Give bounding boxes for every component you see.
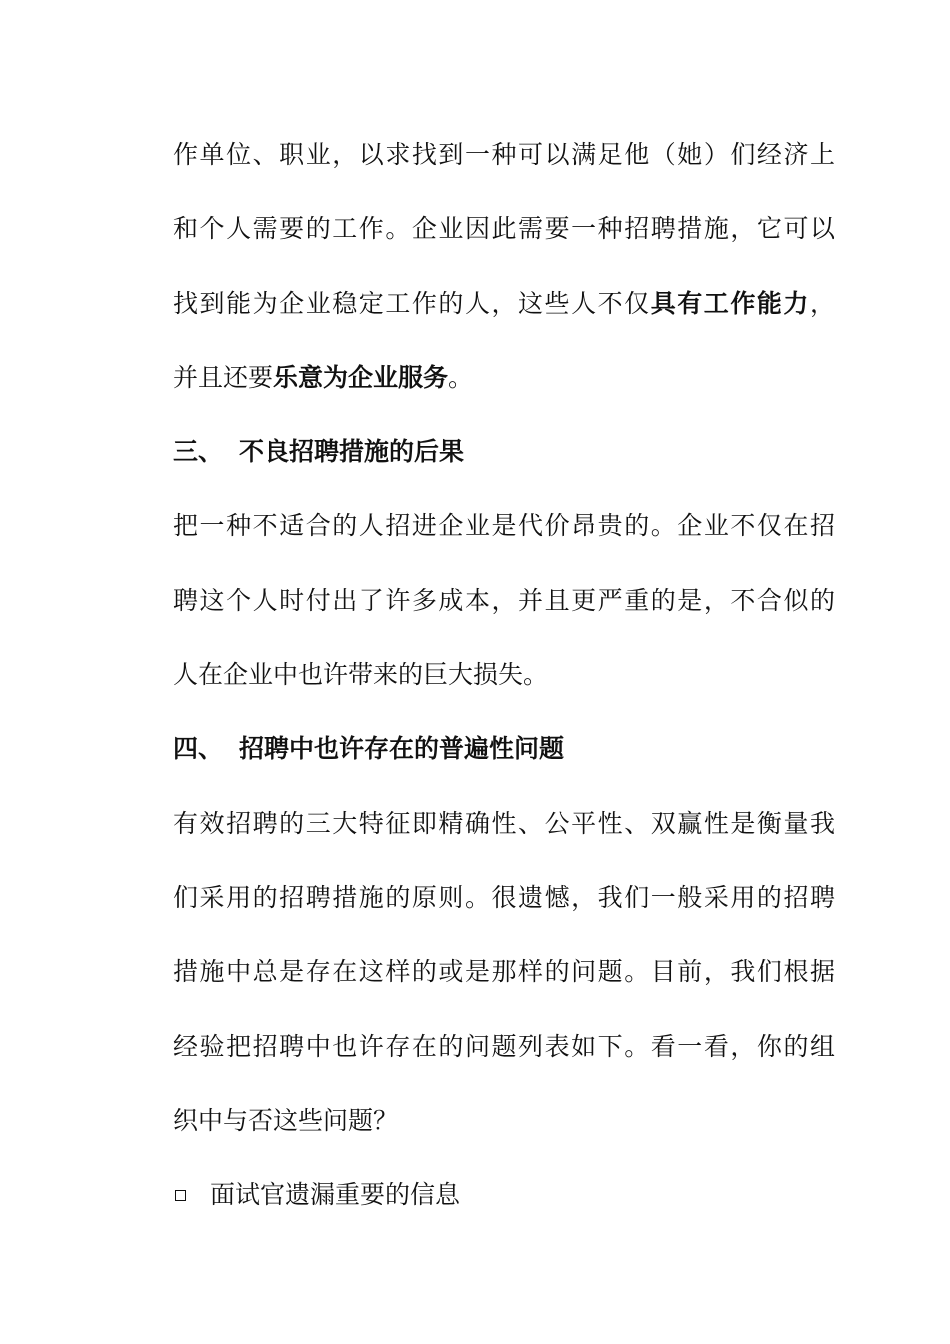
section-title: 不良招聘措施的后果 [239, 437, 465, 467]
text-run: 。 [448, 362, 474, 392]
section-title: 招聘中也许存在的普遍性问题 [239, 734, 565, 764]
paragraph-line: 措施中总是存在这样的或是那样的问题。目前，我们根据 [173, 957, 835, 987]
paragraph-line [173, 341, 835, 415]
paragraph-line [173, 267, 835, 341]
paragraph-line: 和个人需要的工作。企业因此需要一种招聘措施，它可以 [173, 214, 835, 244]
section-number: 四、 [173, 734, 224, 764]
text-run: 并且还要 [173, 362, 274, 392]
bold-text: 具有工作能力 [650, 288, 810, 318]
document-page [173, 118, 835, 1232]
paragraph-line: 经验把招聘中也许存在的问题列表如下。看一看，你的组 [173, 1031, 835, 1061]
paragraph-line: 人在企业中也许带来的巨大损失。 [173, 660, 549, 690]
section-heading-3 [173, 415, 835, 489]
section-heading-4 [173, 712, 835, 786]
checklist-item-label: 面试官遗漏重要的信息 [210, 1180, 461, 1210]
paragraph-line: 聘这个人时付出了许多成本，并且更严重的是，不合似的 [173, 585, 835, 615]
bold-text: 乐意为企业服务 [273, 362, 449, 392]
text-run: ， [809, 288, 835, 318]
text-run: 找到能为企业稳定工作的人，这些人不仅 [173, 288, 651, 318]
paragraph-line: 织中与否这些问题？ [173, 1105, 399, 1135]
section-number: 三、 [173, 437, 224, 467]
paragraph-line: 们采用的招聘措施的原则。很遗憾，我们一般采用的招聘 [173, 882, 835, 912]
checklist-item [173, 1158, 835, 1232]
paragraph-line: 作单位、职业，以求找到一种可以满足他（她）们经济上 [173, 140, 835, 169]
paragraph-line: 把一种不适合的人招进企业是代价昂贵的。企业不仅在招 [173, 511, 835, 541]
paragraph-line: 有效招聘的三大特征即精确性、公平性、双赢性是衡量我 [173, 808, 835, 838]
checkbox-icon [175, 1190, 186, 1201]
